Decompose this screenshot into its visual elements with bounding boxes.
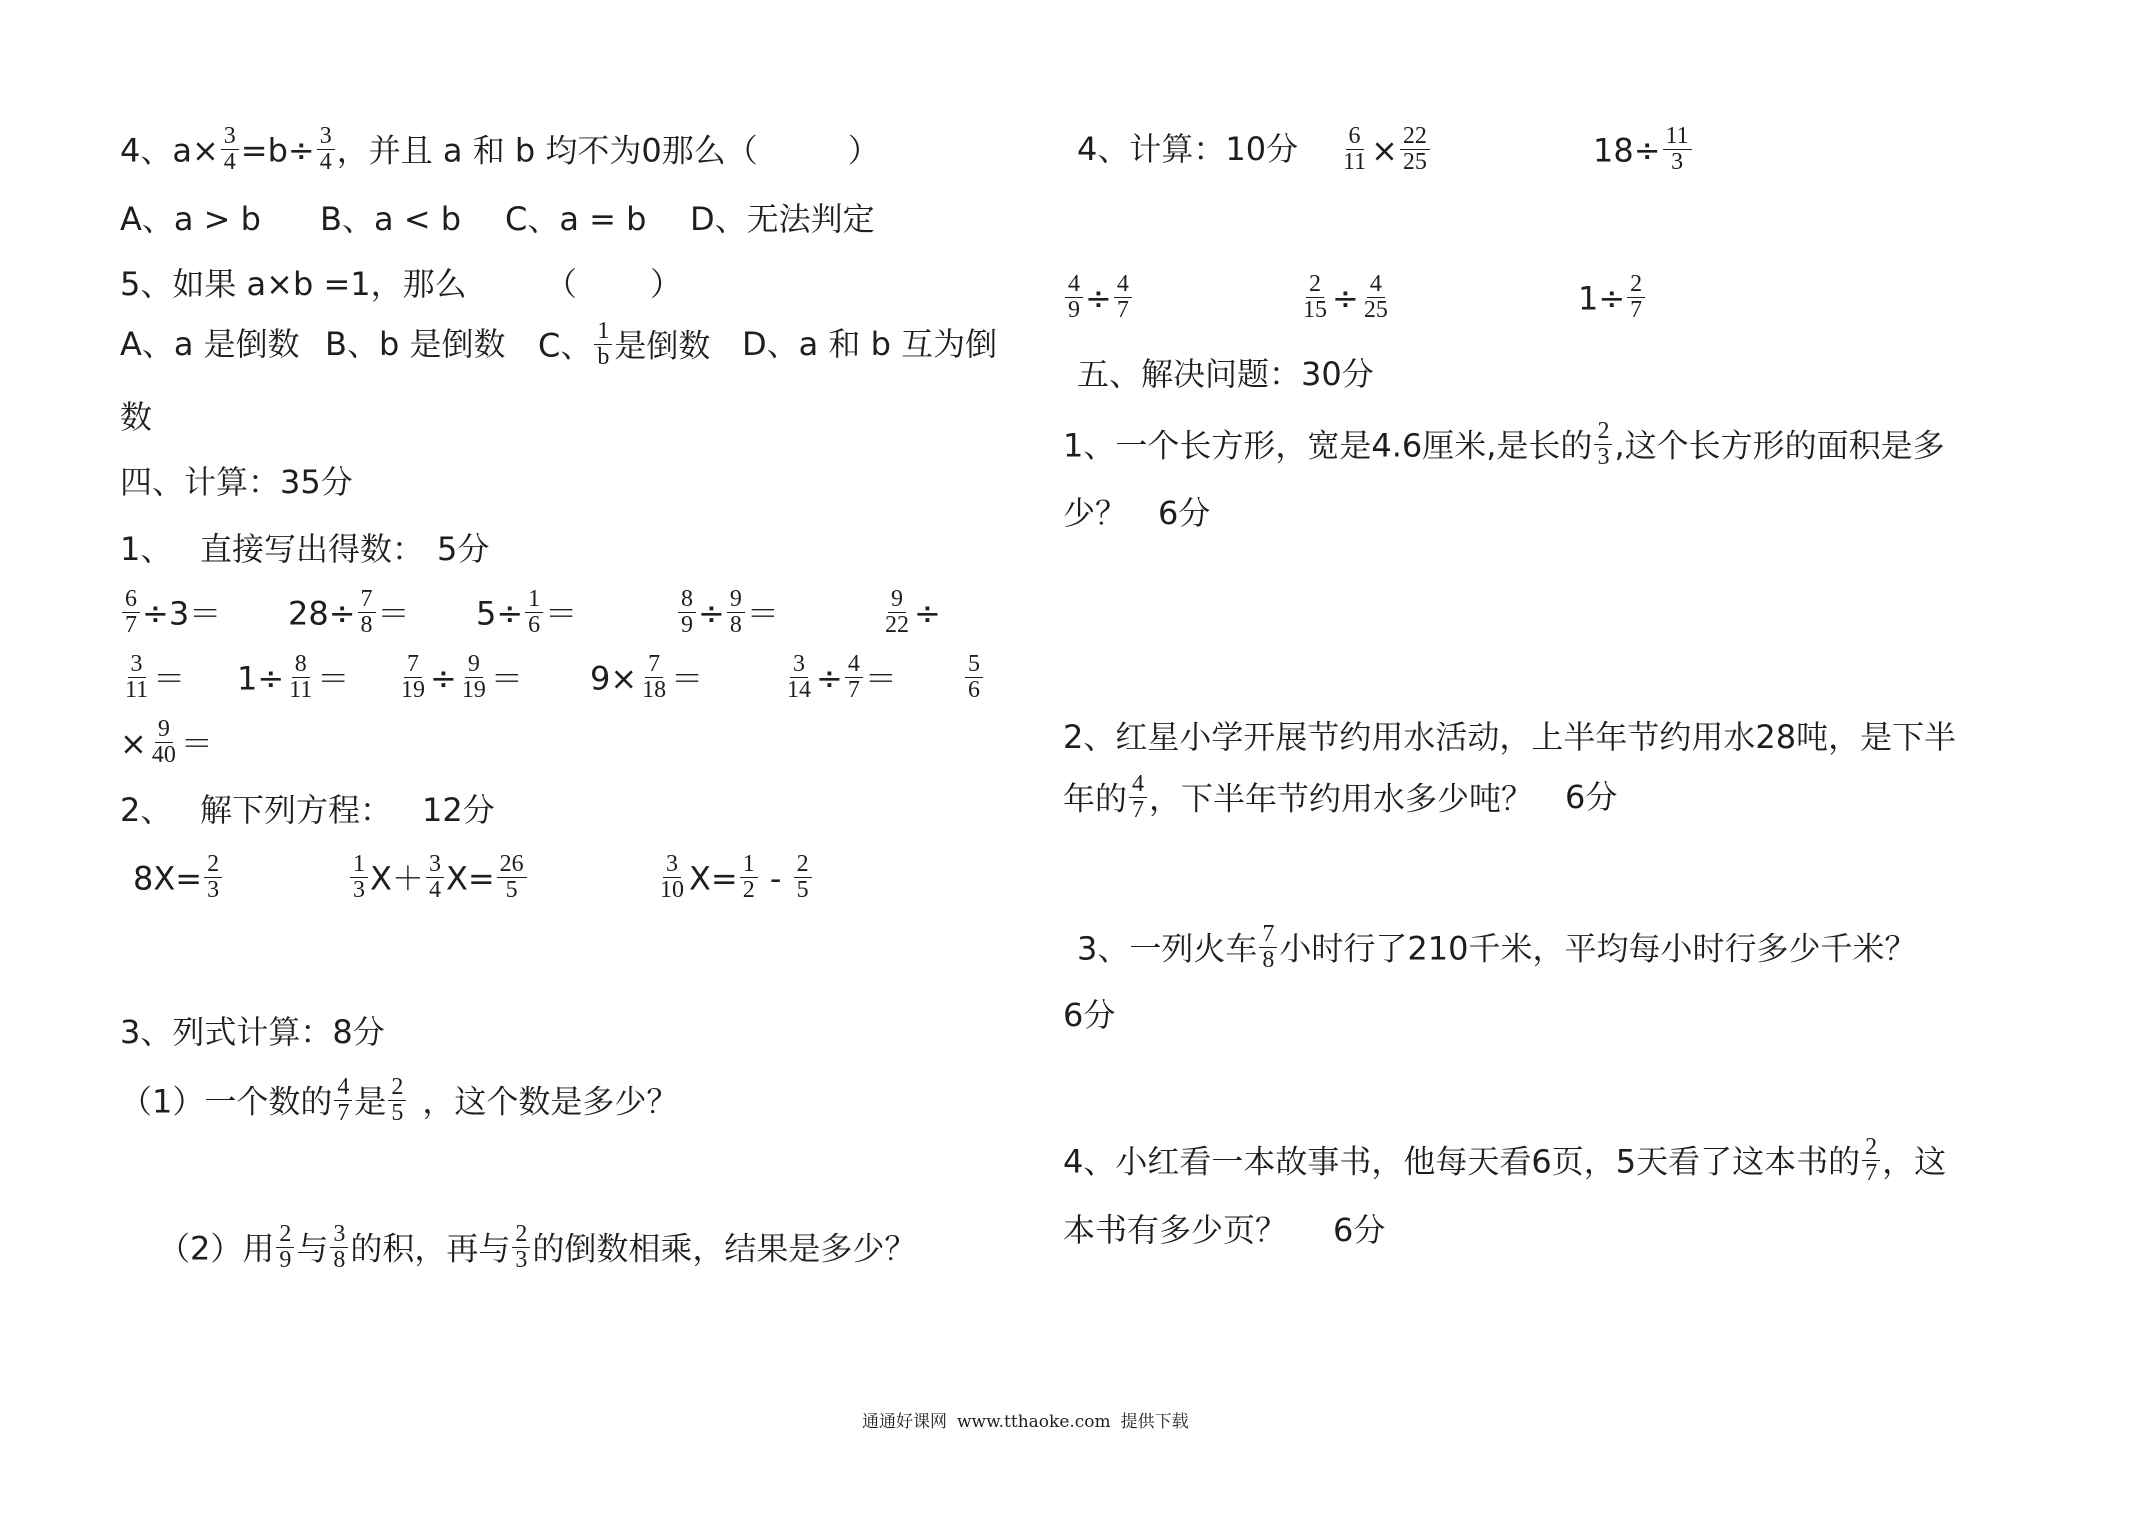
fraction-denominator: 9 [1068,297,1080,323]
question-4-options: A、a > b B、a < b C、a = b D、无法判定 [120,200,875,238]
fraction-numerator: 4 [1114,272,1132,298]
fraction-denominator: 8 [1262,947,1275,973]
fraction-numerator: 3 [426,852,444,878]
fraction-denominator: 6 [968,677,980,703]
fraction [204,852,222,903]
problem-1: 1、一个长方形，宽是4.6厘米,是长的 $\frac{2}{3}$ ,这个长方形的面积是多 [1063,418,1945,470]
fraction-denominator: 2 [742,877,755,903]
calc-item: $\frac{2}{15}$ ÷ $\frac{4}{25}$ [1298,275,1393,326]
fraction [276,1222,294,1273]
fraction [459,652,489,703]
fraction-numerator: 5 [965,652,983,678]
fraction-numerator: 2 [1306,272,1324,298]
equation: $\frac{3}{10}$ X= $\frac{1}{2}$ - $\frac{2}{5}$ [655,855,814,906]
fraction-denominator: 18 [642,677,667,703]
fraction-denominator: 5 [391,1100,404,1126]
question-5-continued: 数 [120,398,153,436]
fraction-denominator: b [597,344,610,370]
calc-item: 5÷ $\frac{1}{6}$ ＝ [476,586,578,638]
fraction [122,587,140,638]
calc-item: $\frac{6}{11}$ × $\frac{22}{25}$ [1338,127,1432,178]
fraction-numerator: 9 [727,587,745,613]
equation: $\frac{1}{3}$ X＋ $\frac{3}{4}$ X= $\frac{26}{5}$ [348,855,529,906]
fraction [1862,1135,1880,1186]
calc-item: $\frac{3}{14}$ ÷ $\frac{4}{7}$ ＝ [782,655,897,706]
fraction-numerator: 9 [155,717,173,743]
part-3-heading: 3、列式计算：8分 [120,1013,385,1051]
fraction [784,652,814,703]
fraction-numerator: 1 [525,587,543,613]
fraction-denominator: 7 [1630,297,1643,323]
calc-item [963,651,985,706]
question-4: 4、a× $\frac{3}{4}$ =b÷ $\frac{3}{4}$ ，并且 a 和 b 均不为0那么（ ） [120,123,880,175]
fraction-denominator: 9 [279,1247,292,1273]
question-5: 5、如果 a×b =1，那么 （ ） [120,265,683,303]
fraction [286,652,315,703]
fraction-denominator: 3 [207,877,220,903]
fraction-denominator: 7 [125,612,137,638]
fraction-denominator: 22 [885,612,909,638]
part-3-question-2: （2）用 $\frac{2}{9}$ 与 $\frac{3}{8}$ 的积，再与 $\frac{2}{3}$ 的倒数相乘，结果是多少？ [158,1221,917,1273]
calc-item: 1÷ $\frac{2}{7}$ [1578,275,1647,326]
equation: 8X= $\frac{2}{3}$ [133,855,224,906]
fraction-denominator: 7 [847,677,860,703]
fraction [1400,124,1430,175]
fraction [317,124,335,175]
fraction-numerator: 3 [790,652,808,678]
fraction [350,852,368,903]
fraction-denominator: 4 [319,149,332,175]
fraction [334,1075,352,1126]
fraction-numerator: 9 [465,652,483,678]
problem-2: 2、红星小学开展节约用水活动，上半年节约用水28吨，是下半 [1063,718,1957,756]
fraction-denominator: 8 [333,1247,346,1273]
fraction-denominator: 6 [528,612,541,638]
fraction-denominator: 19 [461,677,486,703]
fraction-numerator: 4 [1129,772,1147,798]
fraction-denominator: 3 [353,877,365,903]
problem-1-continued: 少？ 6分 [1063,494,1211,532]
fraction-denominator: 3 [1671,149,1684,175]
fraction [1663,124,1692,175]
problem-3-score: 6分 [1063,996,1116,1034]
problem-4-continued: 本书有多少页？ 6分 [1063,1211,1386,1249]
fraction-denominator: 7 [337,1100,350,1126]
fraction-numerator: 3 [128,652,146,678]
fraction-denominator: 40 [151,742,176,768]
part-1-heading: 1、 直接写出得数： 5分 [120,530,490,568]
fraction [594,319,612,370]
fraction [330,1222,348,1273]
fraction-denominator: 11 [289,677,313,703]
fraction-numerator: 7 [1259,922,1277,948]
calc-heading: 4、计算：10分 [1077,130,1299,168]
fraction-numerator: 6 [122,587,140,613]
fraction [1627,272,1645,323]
fraction-numerator: 2 [388,1075,406,1101]
fraction [727,587,745,638]
fraction-numerator: 4 [1065,272,1083,298]
fraction-denominator: 10 [660,877,684,903]
fraction-numerator: 6 [1346,124,1364,150]
fraction-numerator: 26 [497,852,527,878]
calc-item: 28÷ $\frac{7}{8}$ ＝ [288,586,410,638]
fraction-denominator: 4 [223,149,236,175]
question-5-options: A、a 是倒数 B、b 是倒数 C、 $\frac{1}{b}$ 是倒数 D、a 和 b 互为倒 [120,318,998,370]
fraction [1594,419,1612,470]
fraction [221,124,239,175]
section-5-title: 五、解决问题：30分 [1077,355,1374,393]
fraction-numerator: 1 [740,852,758,878]
fraction [1300,272,1330,323]
calc-item: × $\frac{9}{40}$ ＝ [120,716,213,768]
fraction-numerator: 4 [1367,272,1385,298]
fraction-numerator: 3 [330,1222,348,1248]
fraction [1129,772,1147,823]
fraction [388,1075,406,1126]
calc-item: $\frac{6}{7}$ ÷3＝ [120,590,221,641]
fraction-numerator: 4 [845,652,863,678]
footer-credit: 通通好课网 www.tthaoke.com 提供下载 [862,1412,1189,1432]
fraction-numerator: 2 [1594,419,1612,445]
fraction-numerator: 1 [350,852,368,878]
fraction-denominator: 7 [1865,1160,1878,1186]
calc-item: $\frac{7}{19}$ ÷ $\frac{9}{19}$ ＝ [396,655,523,706]
fraction-denominator: 15 [1303,297,1327,323]
fraction-denominator: 11 [1343,149,1367,175]
fraction-numerator: 2 [1862,1135,1880,1161]
fraction [657,852,687,903]
fraction-numerator: 9 [888,587,906,613]
fraction [678,587,696,638]
fraction-denominator: 8 [729,612,742,638]
calc-item: 9× $\frac{7}{18}$ ＝ [590,651,704,703]
fraction-denominator: 5 [796,877,809,903]
fraction [122,652,151,703]
fraction [497,852,527,903]
fraction [398,652,428,703]
fraction-denominator: 25 [1363,297,1388,323]
calc-item: $\frac{4}{9}$ ÷ $\frac{4}{7}$ [1063,275,1134,326]
fraction [1361,272,1391,323]
fraction-numerator: 3 [317,124,335,150]
fraction-numerator: 2 [1627,272,1645,298]
calc-item: $\frac{3}{11}$ ＝ [120,655,185,706]
problem-2-continued: 年的 $\frac{4}{7}$ ，下半年节约用水多少吨？ 6分 [1063,771,1618,823]
fraction-numerator: 22 [1400,124,1430,150]
fraction-numerator: 1 [594,319,612,345]
fraction-numerator: 8 [678,587,696,613]
fraction [794,852,812,903]
fraction [426,852,444,903]
fraction [845,652,863,703]
fraction-denominator: 11 [125,677,149,703]
problem-3: 3、一列火车 $\frac{7}{8}$ 小时行了210千米，平均每小时行多少千米？ [1077,921,1917,973]
fraction-numerator: 2 [512,1222,530,1248]
fraction-denominator: 14 [787,677,811,703]
fraction [740,852,758,903]
fraction [1065,272,1083,323]
problem-4: 4、小红看一本故事书，他每天看6页，5天看了这本书的 $\frac{2}{7}$ ，这 [1063,1134,1947,1186]
fraction-denominator: 8 [360,612,373,638]
fraction [525,587,543,638]
fraction-denominator: 25 [1402,149,1427,175]
fraction [882,587,912,638]
section-4-title: 四、计算：35分 [120,463,353,501]
fraction-numerator: 2 [794,852,812,878]
fraction-numerator: 11 [1663,124,1692,150]
fraction-numerator: 2 [276,1222,294,1248]
fraction-numerator: 7 [645,652,663,678]
fraction [965,652,983,703]
calc-item: 1÷ $\frac{8}{11}$ ＝ [237,651,350,703]
fraction [1259,922,1277,973]
fraction [358,587,376,638]
fraction [639,652,669,703]
fraction [1114,272,1132,323]
calc-item: $\frac{9}{22}$ ÷ [880,590,941,641]
fraction-numerator: 7 [358,587,376,613]
fraction-numerator: 3 [221,124,239,150]
fraction-numerator: 7 [404,652,422,678]
fraction [512,1222,530,1273]
part-3-question-1: （1）一个数的 $\frac{4}{7}$ 是 $\frac{2}{5}$ ，这个数是多少？ [120,1074,679,1126]
fraction-denominator: 19 [401,677,425,703]
fraction-denominator: 3 [515,1247,528,1273]
fraction-denominator: 3 [1597,444,1610,470]
fraction-denominator: 7 [1116,297,1129,323]
fraction-numerator: 4 [334,1075,352,1101]
fraction-denominator: 9 [681,612,693,638]
fraction-denominator: 4 [428,877,441,903]
fraction [149,717,179,768]
calc-item: $\frac{8}{9}$ ÷ $\frac{9}{8}$ ＝ [676,590,779,641]
fraction [1340,124,1369,175]
fraction-numerator: 3 [663,852,681,878]
fraction-numerator: 2 [204,852,222,878]
fraction-denominator: 7 [1132,797,1145,823]
part-2-heading: 2、 解下列方程： 12分 [120,791,495,829]
fraction-denominator: 5 [505,877,518,903]
fraction-numerator: 8 [292,652,310,678]
calc-item: 18÷ $\frac{11}{3}$ [1593,127,1694,178]
